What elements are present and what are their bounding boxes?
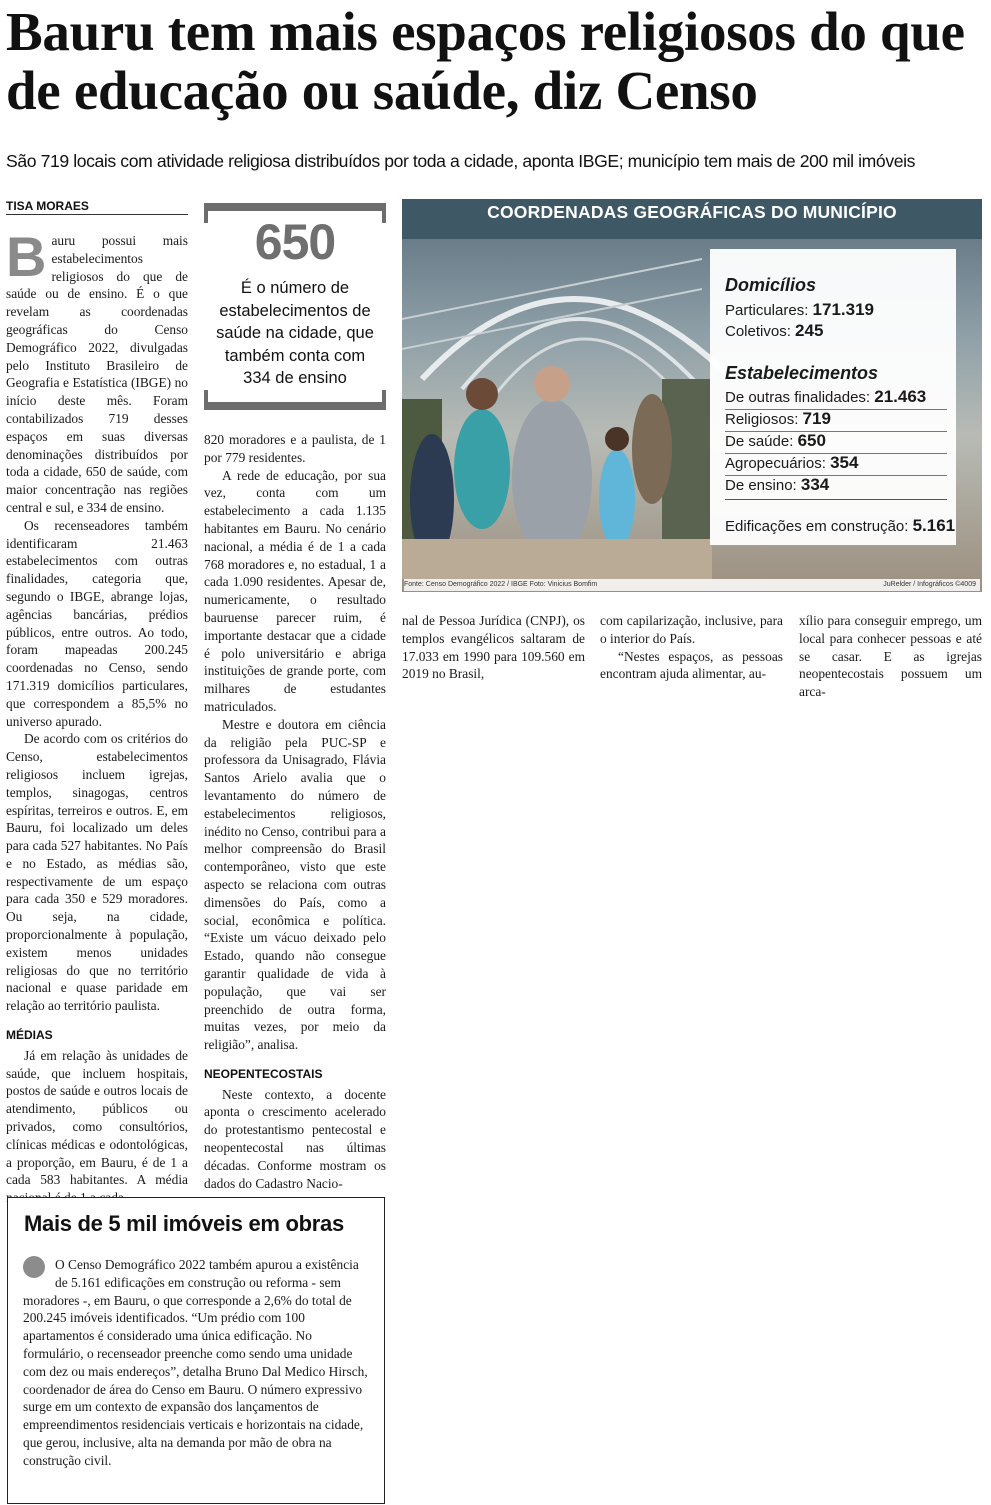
paragraph: A rede de educação, por sua vez, conta com um estabelecimento a cada 1.135 habitantes em Bauru. No cenário nacional, a média é de 1 a cada 768 moradores e, no estadual, 1 a cada 1.090 residentes. Apesar de, numericamente, o resultado bauruense parecer ruim, é importante destacar que a cidade é polo universitário e abriga instituições de grande porte, com milhares de estudantes matriculados. (204, 467, 386, 714)
callout-number: 650 (254, 214, 336, 270)
lead-paragraph (6, 225, 188, 517)
stat-row: Coletivos: 245 (725, 321, 824, 340)
paragraph: Os recenseadores também identificaram 21.463 estabelecimentos com outras finalidades, categoria que, segundo o IBGE, abrange lojas, agências bancárias, prédios públicos, entre outros. Ao todo, foram mapeadas 200.245 coordenadas no Censo, sendo 171.319 domicílios particulares, que correspondem a 85,5% no universo apurado. (6, 517, 188, 729)
deck-subtitle: São 719 locais com atividade religiosa distribuídos por toda a cidade, aponta IBGE; município tem mais de 200 mil imóveis (6, 151, 916, 171)
subhead-medias: MÉDIAS (6, 1028, 53, 1043)
street-photo-infographic (402, 199, 982, 592)
bullet-dot-icon (23, 1256, 45, 1278)
stat-row: Agropecuários: 354 (725, 453, 859, 472)
stat-row: De saúde: 650 (725, 431, 826, 450)
sidebar-title: Mais de 5 mil imóveis em obras (24, 1211, 344, 1236)
paragraph: De acordo com os critérios do Censo, estabelecimentos religiosos incluem igrejas, templos, sinagogas, centros espíritas, terreiros e outros. E, em Bauru, foi localizado um deles para cada 527 habitantes. No País e no Estado, as médias são, respectivamente de um espaço para cada 350 e 529 moradores. Ou seja, na cidade, proporcionalmente à população, existem menos unidades religiosas do que no território nacional e quase paridade em relação ao território paulista. (6, 731, 188, 1014)
article-column-4 (600, 612, 783, 683)
infographic-panel (710, 249, 956, 545)
paragraph: “Nestes espaços, as pessoas encontram ajuda alimentar, au- (600, 648, 783, 682)
paragraph: xílio para conseguir emprego, um local para conhecer pessoas e até se casar. E as igrejas neopentecostais possuem um arca- (799, 613, 982, 700)
callout-box (204, 203, 386, 410)
stat-row: Particulares: 171.319 (725, 300, 874, 319)
drop-cap: B (6, 225, 47, 288)
sidebar-body: O Censo Demográfico 2022 também apurou a existência de 5.161 edificações em construção ou reforma - sem moradores -, em Bauru, o que corresponde a 2,6% do total de 200.245 imóveis identificados. “Um prédio com 100 apartamentos é considerado uma única edificação. No formulário, o recenseador preenche como sendo uma unidade com dez ou mais endereços”, detalha Bruno Dal Medico Hirsch, coordenador de área do Censo em Bauru. O número expressivo surge em um contexto de expansão dos lançamentos de empreendimentos residenciais verticais e horizontais na cidade, que gerou, inclusive, alta na demanda por mão de obra na construção civil. (23, 1257, 368, 1468)
article-column-3 (402, 612, 585, 683)
subhead-neopentecostais: NEOPENTECOSTAIS (204, 1066, 323, 1081)
sidebar-box (7, 1197, 385, 1504)
paragraph: nal de Pessoa Jurídica (CNPJ), os templos evangélicos saltaram de 17.033 em 1990 para 109.560 em 2019 no Brasil, (402, 613, 585, 682)
paragraph: Já em relação às unidades de saúde, que incluem hospitais, postos de saúde e outros locais de atendimento, públicos ou privados, como consultórios, clínicas médicas e odontológicas, a proporção, em Bauru, é de 1 a cada 583 habitantes. A média (6, 1047, 188, 1188)
callout-text: É o número de estabelecimentos de saúde na cidade, que também conta com 334 de ensino (216, 279, 374, 387)
headline: Bauru tem mais espaços religiosos do que de educação ou saúde, diz Censo (6, 1, 965, 121)
paragraph: com capilarização, inclusive, para o interior do País. (600, 613, 783, 646)
section-domicilios: Domicílios (725, 275, 817, 295)
stat-row: De ensino: 334 (725, 475, 830, 494)
paragraph: Mestre e doutora em ciência da religião pela PUC-SP e professora da Unisagrado, Flávia Santos Arielo avalia que o levantamento do número de estabelecimentos religiosos, inédito no Censo, contribui para a melhor compreensão do Brasil contemporâneo, visto que este aspecto se relaciona com outras dimensões do País, como a social, econômica e política. “Existe um vácuo deixado pelo Estado, quando não consegue garantir qualidade de vida à população, que vai ser preenchido de outra forma, muitas vezes, por meio da religião”, analisa. (204, 716, 386, 1053)
article-column-5 (799, 612, 982, 701)
stat-row: De outras finalidades: 21.463 (725, 387, 927, 406)
article-column-1 (6, 225, 188, 1207)
stat-row: Religiosos: 719 (725, 409, 831, 428)
section-estabelecimentos: Estabelecimentos (725, 363, 879, 383)
stat-row-construcao: Edificações em construção: 5.161 (725, 516, 956, 535)
lead-text: auru possui mais estabelecimentos religiosos do que de saúde ou de ensino. É o que revelam as coordenadas geográficas do Censo Demográfico 2022, divulgadas pelo Instituto Brasileiro de Geografia e Estatística (IBGE) no início deste mês. Foram contabilizados 719 desses espaços em suas diversas denominações distribuídos por toda a cidade, 650 de saúde, com maior concentração nas regiões central e sul, e 334 de ensino. (6, 233, 188, 515)
byline: TISA MORAES (6, 199, 188, 215)
article-column-2 (204, 431, 386, 1192)
paragraph: Neste contexto, a docente aponta o crescimento acelerado do protestantismo pentecostal e neopentecostal nas últimas décadas. Conforme mostram os dados do Cadastro Nacio- (204, 1086, 386, 1191)
paragraph: 820 moradores e a paulista, de 1 por 779 residentes. (204, 432, 386, 465)
infographic-title: COORDENADAS GEOGRÁFICAS DO MUNICÍPIO (487, 202, 897, 222)
photo-credit: Fonte: Censo Demográfico 2022 / IBGE Foto: Vinicius Bomfim JuRelder / Infográficos ©4009 (404, 579, 980, 591)
